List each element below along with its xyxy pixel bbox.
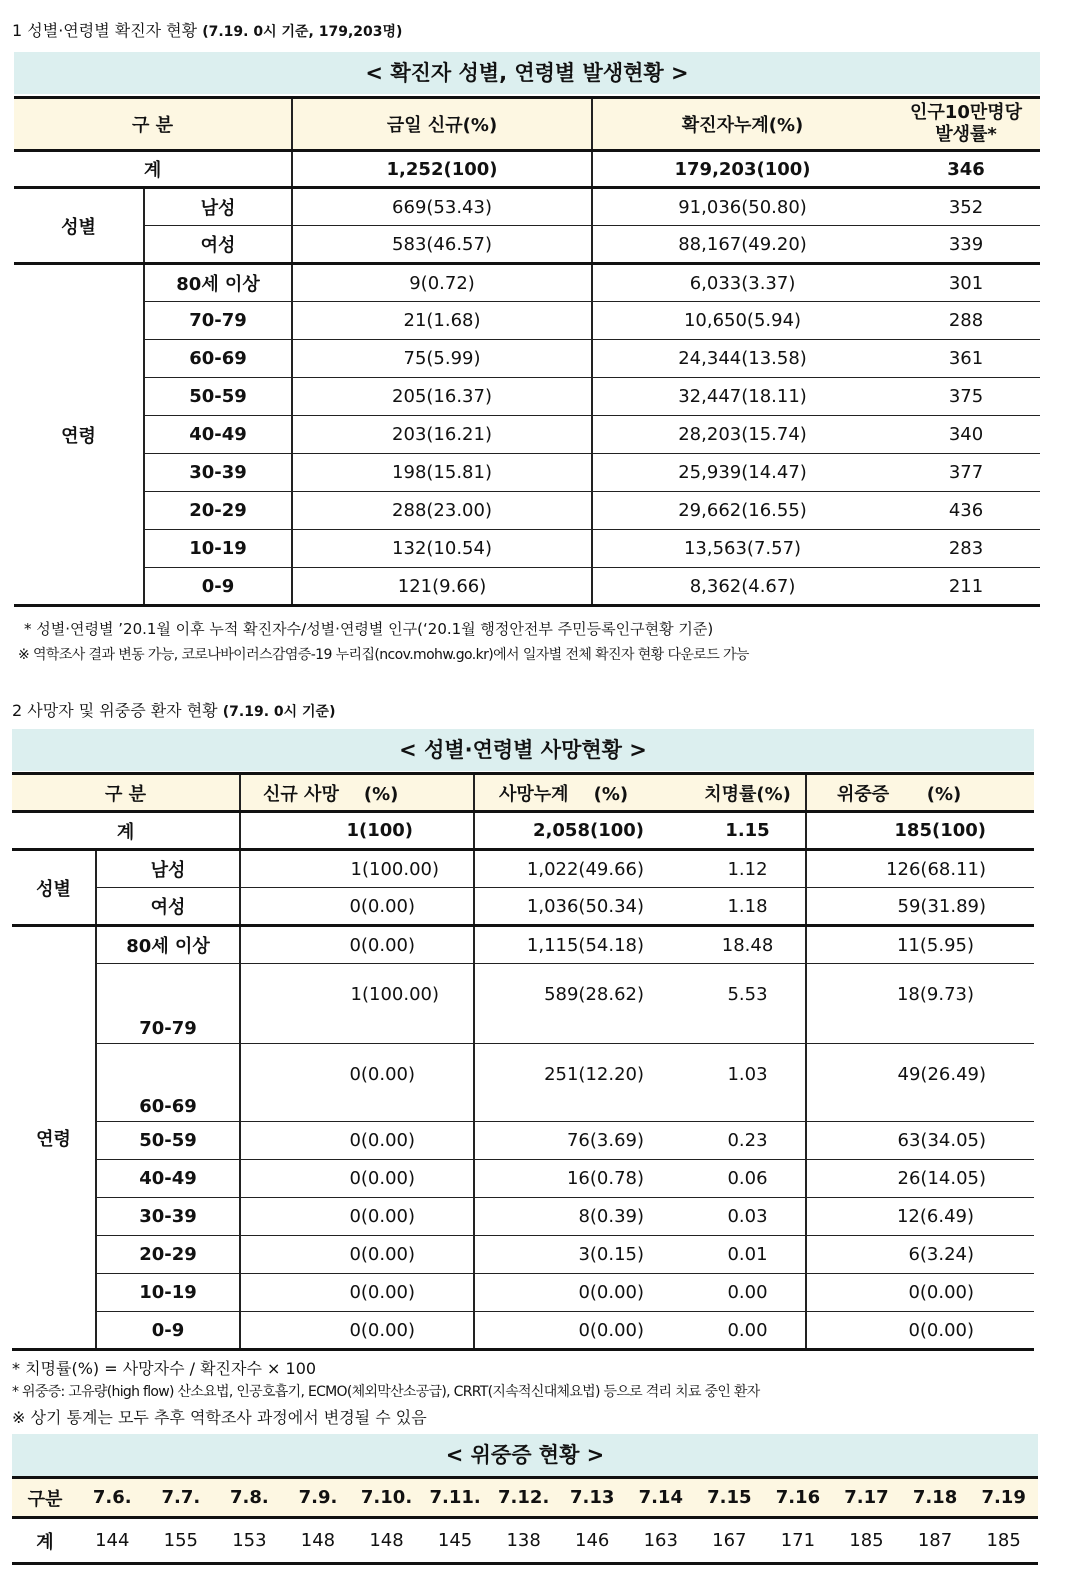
row-label: 40-49 [96, 1160, 240, 1198]
row-label: 0-9 [96, 1312, 240, 1350]
cell-cumulative: 25,939(14.47) [592, 454, 892, 492]
cell-cumulative: 1,022(49.66) [474, 850, 690, 888]
header-severe-label: 위중증 [837, 783, 890, 805]
value-cell: 163 [627, 1518, 696, 1564]
total-label: 계 [12, 1518, 78, 1564]
table-row [14, 226, 1040, 264]
cell-cumulative: 0(0.00) [474, 1274, 690, 1312]
date-cell: 7.19 [969, 1478, 1038, 1518]
value-cell: 153 [215, 1518, 284, 1564]
cell-cumulative: 3(0.15) [474, 1236, 690, 1274]
total-severe: 185(100) [806, 812, 1034, 850]
table-row [14, 568, 1040, 606]
cell-severe: 12(6.49) [806, 1198, 1034, 1236]
cell-cumulative: 6,033(3.37) [592, 264, 892, 302]
cell-severe: 0(0.00) [806, 1274, 1034, 1312]
cell-new: 75(5.99) [292, 340, 592, 378]
cell-new: 203(16.21) [292, 416, 592, 454]
section2-basis: (7.19. 0시 기준) [222, 704, 336, 720]
cell-severe: 6(3.24) [806, 1236, 1034, 1274]
total-cumulative: 2,058(100) [474, 812, 690, 850]
cell-rate: 301 [892, 264, 1040, 302]
cell-new: 132(10.54) [292, 530, 592, 568]
total-cumulative: 179,203(100) [592, 151, 892, 188]
cell-severe: 18(9.73) [806, 964, 1034, 1044]
section1-note: ※ 역학조사 결과 변동 가능, 코로나바이러스감염증-19 누리집(ncov.mohw.go.kr)에서 일자별 전체 확진자 현황 다운로드 가능 [18, 647, 749, 663]
table-row [14, 378, 1040, 416]
header-cumulative-label: 사망누계 [499, 783, 569, 805]
cell-new: 0(0.00) [240, 1198, 474, 1236]
section2-title [12, 698, 335, 721]
total-fatality: 1.15 [690, 812, 806, 850]
cell-cumulative: 29,662(16.55) [592, 492, 892, 530]
section1-heading: 성별·연령별 확진자 현황 [27, 21, 198, 40]
value-cell: 144 [78, 1518, 147, 1564]
section1-banner: < 확진자 성별, 연령별 발생현황 > [14, 52, 1040, 94]
cell-new: 0(0.00) [240, 1274, 474, 1312]
cell-new: 0(0.00) [240, 926, 474, 964]
date-cell: 7.18 [901, 1478, 970, 1518]
section2-note: * 치명률(%) = 사망자수 / 확진자수 × 100 [12, 1359, 317, 1378]
table-row [14, 416, 1040, 454]
table-row [12, 1312, 1034, 1350]
row-label: 20-29 [96, 1236, 240, 1274]
row-label: 80세 이상 [144, 264, 292, 302]
value-cell: 167 [695, 1518, 764, 1564]
row-label: 10-19 [144, 530, 292, 568]
table-row [12, 1044, 1034, 1122]
cell-rate: 436 [892, 492, 1040, 530]
date-cell: 7.16 [764, 1478, 833, 1518]
sex-group-label: 성별 [12, 850, 96, 926]
cell-fatality: 0.03 [690, 1198, 806, 1236]
total-new: 1,252(100) [292, 151, 592, 188]
header-new-deaths-pct: (%) [363, 783, 399, 805]
cell-rate: 288 [892, 302, 1040, 340]
section3-banner: < 위중증 현황 > [12, 1434, 1038, 1476]
value-cell: 148 [352, 1518, 421, 1564]
cell-severe: 59(31.89) [806, 888, 1034, 926]
table-row [12, 1198, 1034, 1236]
cell-severe: 63(34.05) [806, 1122, 1034, 1160]
header-category: 구 분 [12, 774, 240, 812]
cell-fatality: 18.48 [690, 926, 806, 964]
cell-new: 0(0.00) [240, 1044, 474, 1122]
cell-fatality: 0.00 [690, 1274, 806, 1312]
cell-new: 669(53.43) [292, 188, 592, 226]
cell-new: 205(16.37) [292, 378, 592, 416]
row-label: 남성 [96, 850, 240, 888]
cell-severe: 11(5.95) [806, 926, 1034, 964]
age-group-label: 연령 [12, 926, 96, 1350]
header-severe [806, 774, 1034, 812]
cell-rate: 375 [892, 378, 1040, 416]
header-cumulative: 확진자누계(%) [592, 98, 892, 151]
header-rate-line2: 발생률* [935, 124, 997, 145]
header-rate-line1: 인구10만명당 [910, 102, 1023, 123]
row-label: 20-29 [144, 492, 292, 530]
table-row [12, 964, 1034, 1044]
row-label: 30-39 [96, 1198, 240, 1236]
cell-rate: 340 [892, 416, 1040, 454]
cell-cumulative: 91,036(50.80) [592, 188, 892, 226]
date-cell: 7.13 [558, 1478, 627, 1518]
cell-cumulative: 1,115(54.18) [474, 926, 690, 964]
cell-new: 9(0.72) [292, 264, 592, 302]
cell-fatality: 1.12 [690, 850, 806, 888]
cell-new: 0(0.00) [240, 1236, 474, 1274]
cell-new: 1(100.00) [240, 964, 474, 1044]
cell-new: 198(15.81) [292, 454, 592, 492]
cell-cumulative: 28,203(15.74) [592, 416, 892, 454]
cell-cumulative: 8(0.39) [474, 1198, 690, 1236]
cell-rate: 211 [892, 568, 1040, 606]
value-cell: 187 [901, 1518, 970, 1564]
row-label: 10-19 [96, 1274, 240, 1312]
cell-cumulative: 10,650(5.94) [592, 302, 892, 340]
value-cell: 146 [558, 1518, 627, 1564]
header-new-deaths [240, 774, 474, 812]
cell-new: 0(0.00) [240, 888, 474, 926]
table-row [12, 926, 1034, 964]
cell-cumulative: 589(28.62) [474, 964, 690, 1044]
section2-note: ※ 상기 통계는 모두 추후 역학조사 과정에서 변경될 수 있음 [12, 1408, 427, 1427]
severe-trend-table [12, 1476, 1038, 1565]
cell-severe: 126(68.11) [806, 850, 1034, 888]
total-label: 계 [12, 812, 240, 850]
section2-number: 2 [12, 701, 23, 720]
date-cell: 7.14 [627, 1478, 696, 1518]
total-new: 1(100) [240, 812, 474, 850]
header-fatality: 치명률(%) [690, 774, 806, 812]
row-label: 70-79 [144, 302, 292, 340]
header-cumulative-deaths [474, 774, 690, 812]
date-cell: 7.6. [78, 1478, 147, 1518]
row-label: 0-9 [144, 568, 292, 606]
cell-cumulative: 251(12.20) [474, 1044, 690, 1122]
cell-new: 21(1.68) [292, 302, 592, 340]
cell-new: 0(0.00) [240, 1122, 474, 1160]
cell-fatality: 0.23 [690, 1122, 806, 1160]
section1-number: 1 [12, 21, 23, 40]
table-row [12, 850, 1034, 888]
cell-new: 1(100.00) [240, 850, 474, 888]
cell-severe: 49(26.49) [806, 1044, 1034, 1122]
row-label: 80세 이상 [96, 926, 240, 964]
table-row-total [12, 812, 1034, 850]
row-label: 60-69 [144, 340, 292, 378]
value-cell: 171 [764, 1518, 833, 1564]
cell-severe: 0(0.00) [806, 1312, 1034, 1350]
cell-cumulative: 8,362(4.67) [592, 568, 892, 606]
date-cell: 7.12. [489, 1478, 558, 1518]
row-label: 70-79 [96, 964, 240, 1044]
cell-fatality: 0.06 [690, 1160, 806, 1198]
row-label: 남성 [144, 188, 292, 226]
row-label: 여성 [96, 888, 240, 926]
date-cell: 7.9. [284, 1478, 353, 1518]
table-row-values [12, 1518, 1038, 1564]
section2-banner: < 성별·연령별 사망현황 > [12, 729, 1034, 771]
cell-new: 583(46.57) [292, 226, 592, 264]
cell-fatality: 0.00 [690, 1312, 806, 1350]
cell-rate: 352 [892, 188, 1040, 226]
date-cell: 7.8. [215, 1478, 284, 1518]
value-cell: 145 [421, 1518, 490, 1564]
cell-new: 0(0.00) [240, 1160, 474, 1198]
section1-note: * 성별·연령별 ’20.1월 이후 누적 확진자수/성별·연령별 인구(‘20.1월 행정안전부 주민등록인구현황 기준) [24, 620, 714, 638]
cell-fatality: 5.53 [690, 964, 806, 1044]
cell-severe: 26(14.05) [806, 1160, 1034, 1198]
deaths-table [12, 772, 1034, 1351]
section1-title [12, 18, 402, 41]
table-row [14, 454, 1040, 492]
cell-cumulative: 76(3.69) [474, 1122, 690, 1160]
cell-new: 288(23.00) [292, 492, 592, 530]
cell-fatality: 0.01 [690, 1236, 806, 1274]
date-cell: 7.11. [421, 1478, 490, 1518]
cell-fatality: 1.03 [690, 1044, 806, 1122]
section2-heading: 사망자 및 위중증 환자 현황 [27, 701, 218, 720]
cell-rate: 283 [892, 530, 1040, 568]
table-row [14, 264, 1040, 302]
cell-fatality: 1.18 [690, 888, 806, 926]
total-rate: 346 [892, 151, 1040, 188]
table-row [14, 302, 1040, 340]
row-label: 30-39 [144, 454, 292, 492]
section1-basis: (7.19. 0시 기준, 179,203명) [202, 24, 403, 40]
total-label: 계 [14, 151, 292, 188]
table-row [14, 188, 1040, 226]
age-group-label: 연령 [14, 264, 144, 606]
cell-cumulative: 0(0.00) [474, 1312, 690, 1350]
value-cell: 185 [832, 1518, 901, 1564]
section2-note: * 위중증: 고유량(high flow) 산소요법, 인공호흡기, ECMO(체외막산소공급), CRRT(지속적신대체요법) 등으로 격리 치료 중인 환자 [12, 1384, 760, 1400]
table-row-total [14, 151, 1040, 188]
cell-rate: 339 [892, 226, 1040, 264]
value-cell: 138 [489, 1518, 558, 1564]
header-rate [892, 98, 1040, 151]
table-row [12, 1122, 1034, 1160]
cell-new: 0(0.00) [240, 1312, 474, 1350]
row-label: 50-59 [144, 378, 292, 416]
confirmed-cases-table [14, 96, 1040, 607]
header-severe-pct: (%) [926, 783, 962, 805]
cell-cumulative: 13,563(7.57) [592, 530, 892, 568]
table-row [12, 1274, 1034, 1312]
row-label: 50-59 [96, 1122, 240, 1160]
table-row [12, 1160, 1034, 1198]
date-cell: 7.7. [147, 1478, 216, 1518]
header-new-deaths-label: 신규 사망 [263, 783, 339, 805]
cell-cumulative: 1,036(50.34) [474, 888, 690, 926]
row-label: 여성 [144, 226, 292, 264]
cell-new: 121(9.66) [292, 568, 592, 606]
value-cell: 185 [969, 1518, 1038, 1564]
table-row [14, 492, 1040, 530]
row-label: 40-49 [144, 416, 292, 454]
table-row [14, 340, 1040, 378]
value-cell: 155 [147, 1518, 216, 1564]
row-header: 구분 [12, 1478, 78, 1518]
table-row [12, 888, 1034, 926]
cell-rate: 377 [892, 454, 1040, 492]
header-category: 구 분 [14, 98, 292, 151]
table-row [12, 1236, 1034, 1274]
cell-cumulative: 24,344(13.58) [592, 340, 892, 378]
cell-rate: 361 [892, 340, 1040, 378]
value-cell: 148 [284, 1518, 353, 1564]
date-cell: 7.15 [695, 1478, 764, 1518]
date-cell: 7.17 [832, 1478, 901, 1518]
table-row-dates [12, 1478, 1038, 1518]
date-cell: 7.10. [352, 1478, 421, 1518]
cell-cumulative: 32,447(18.11) [592, 378, 892, 416]
header-new: 금일 신규(%) [292, 98, 592, 151]
header-cumulative-pct: (%) [593, 783, 629, 805]
table-row [14, 530, 1040, 568]
cell-cumulative: 16(0.78) [474, 1160, 690, 1198]
cell-cumulative: 88,167(49.20) [592, 226, 892, 264]
row-label: 60-69 [96, 1044, 240, 1122]
sex-group-label: 성별 [14, 188, 144, 264]
